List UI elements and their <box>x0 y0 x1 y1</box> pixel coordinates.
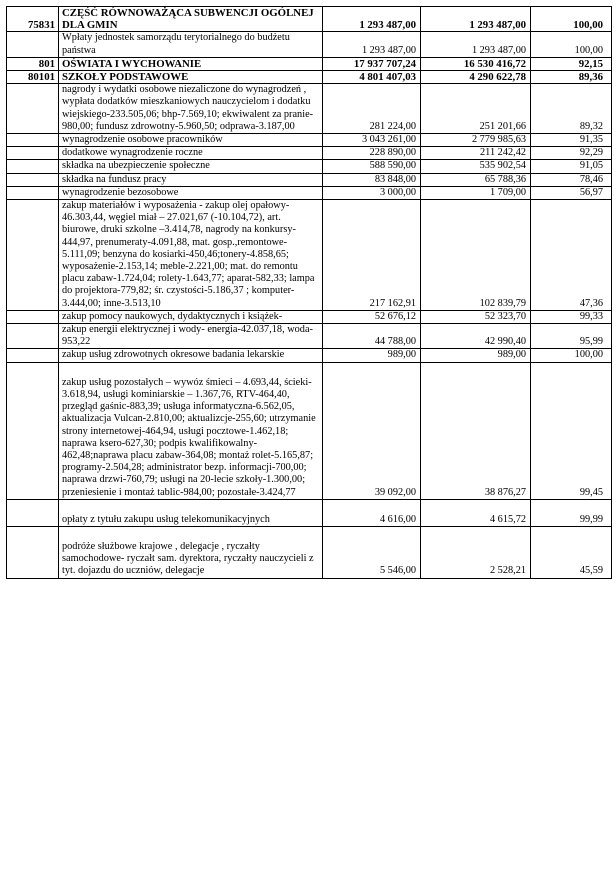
row-executed-amount: 211 242,42 <box>421 147 531 160</box>
row-plan-amount: 1 293 487,00 <box>323 32 421 57</box>
row-executed-amount: 42 990,40 <box>421 324 531 349</box>
row-plan-amount: 52 676,12 <box>323 310 421 323</box>
row-code <box>7 526 59 578</box>
row-plan-amount: 1 293 487,00 <box>323 7 421 32</box>
table-row <box>7 324 612 349</box>
row-executed-amount: 2 528,21 <box>421 526 531 578</box>
table-row <box>7 362 612 499</box>
row-percentage: 45,59 <box>531 526 612 578</box>
row-percentage: 95,99 <box>531 324 612 349</box>
row-description: Wpłaty jednostek samorządu terytorialnego do budżetu państwa <box>59 32 323 57</box>
table-row <box>7 84 612 134</box>
row-executed-amount: 4 290 622,78 <box>421 71 531 84</box>
row-plan-amount: 281 224,00 <box>323 84 421 134</box>
row-code <box>7 32 59 57</box>
row-percentage: 92,29 <box>531 147 612 160</box>
row-plan-amount: 588 590,00 <box>323 160 421 173</box>
row-description: CZĘŚĆ RÓWNOWAŻĄCA SUBWENCJI OGÓLNEJ DLA GMIN <box>59 7 323 32</box>
row-description: zakup energii elektrycznej i wody- energia-42.037,18, woda-953,22 <box>59 324 323 349</box>
row-code <box>7 200 59 311</box>
row-executed-amount: 102 839,79 <box>421 200 531 311</box>
row-description: zakup pomocy naukowych, dydaktycznych i książek- <box>59 310 323 323</box>
row-description: zakup materiałów i wyposażenia - zakup olej opałowy-46.303,44, węgiel miał – 27.021,67 (-10.104,72), art. biurowe, druki szkolne –3.414,78, nagrody na konkursy-444,97, prenumeraty-4.091,88, mat. gosp.,remontowe-5.111,09; benzyna do kosiarki-450,46;tonery-4.858,65; wyposażenie-2.153,14; meble-2.221,00; mat. do remontu placu zabaw-1.724,04; rolety-1.643,77; aparat-582,33; lampa do projektora-779,82; śr. czystości-5.186,37 ; komputer-3.444,00; inne-3.513,10 <box>59 200 323 311</box>
row-description: dodatkowe wynagrodzenie roczne <box>59 147 323 160</box>
row-code: 75831 <box>7 7 59 32</box>
table-row <box>7 526 612 578</box>
row-percentage: 92,15 <box>531 57 612 70</box>
budget-table-body <box>7 7 612 579</box>
row-code: 80101 <box>7 71 59 84</box>
row-plan-amount: 228 890,00 <box>323 147 421 160</box>
row-code <box>7 84 59 134</box>
row-plan-amount: 4 616,00 <box>323 499 421 526</box>
row-description: OŚWIATA I WYCHOWANIE <box>59 57 323 70</box>
row-percentage: 99,99 <box>531 499 612 526</box>
row-description: składka na fundusz pracy <box>59 173 323 186</box>
row-percentage: 100,00 <box>531 7 612 32</box>
row-percentage: 89,32 <box>531 84 612 134</box>
row-code <box>7 310 59 323</box>
row-percentage: 99,33 <box>531 310 612 323</box>
row-plan-amount: 989,00 <box>323 349 421 362</box>
row-plan-amount: 4 801 407,03 <box>323 71 421 84</box>
row-executed-amount: 65 788,36 <box>421 173 531 186</box>
spacer <box>62 500 319 514</box>
row-executed-amount: 535 902,54 <box>421 160 531 173</box>
row-percentage: 89,36 <box>531 71 612 84</box>
row-percentage: 78,46 <box>531 173 612 186</box>
table-row <box>7 499 612 526</box>
row-code <box>7 362 59 499</box>
row-plan-amount: 83 848,00 <box>323 173 421 186</box>
row-percentage: 100,00 <box>531 32 612 57</box>
row-executed-amount: 2 779 985,63 <box>421 134 531 147</box>
table-row <box>7 57 612 70</box>
row-percentage: 91,05 <box>531 160 612 173</box>
row-percentage: 47,36 <box>531 200 612 311</box>
row-executed-amount: 38 876,27 <box>421 362 531 499</box>
description-text: zakup usług pozostałych – wywóz śmieci – 4.693,44, ścieki-3.618,94, usługi kominiarskie – 1.367,76, RTV-464,40, przegląd gaśnic-883,39; usługa informatyczna-6.562,05, aktualizacja Vulcan-2.810,00; aktualizcje-255,60; utrzymanie strony internetowej-464,94, usługi pocztowe-1.462,18; naprawa ksero-627,30; podpis kwalifikowalny-462,48;naprawa placu zabaw-364,08; montaż rolet-5.165,87; programy-2.504,28; administrator bezp. informacji-700,00; naprawa drzwi-760,79; usługi na 20-lecie szkoły-1.300,00; przeniesienie i montaż tablic-984,00; pozostałe-3.424,77 <box>62 376 316 498</box>
row-code <box>7 134 59 147</box>
row-executed-amount: 16 530 416,72 <box>421 57 531 70</box>
table-row <box>7 173 612 186</box>
table-row <box>7 310 612 323</box>
description-text: podróże służbowe krajowe , delegacje , ryczałty samochodowe- ryczałt sam. dyrektora, ryczałty nauczycieli z tyt. dojazdu do uczniów, delegacje <box>62 540 314 577</box>
row-plan-amount: 39 092,00 <box>323 362 421 499</box>
row-plan-amount: 217 162,91 <box>323 200 421 311</box>
row-description: SZKOŁY PODSTAWOWE <box>59 71 323 84</box>
table-row <box>7 186 612 199</box>
row-percentage: 56,97 <box>531 186 612 199</box>
row-code <box>7 324 59 349</box>
row-description: wynagrodzenie bezosobowe <box>59 186 323 199</box>
table-row <box>7 134 612 147</box>
row-description: zakup usług zdrowotnych okresowe badania lekarskie <box>59 349 323 362</box>
table-row <box>7 200 612 311</box>
table-row <box>7 7 612 32</box>
row-code <box>7 173 59 186</box>
budget-table <box>6 6 612 579</box>
row-executed-amount: 1 293 487,00 <box>421 7 531 32</box>
table-row <box>7 349 612 362</box>
row-executed-amount: 989,00 <box>421 349 531 362</box>
row-code: 801 <box>7 57 59 70</box>
row-code <box>7 186 59 199</box>
row-plan-amount: 3 043 261,00 <box>323 134 421 147</box>
row-executed-amount: 52 323,70 <box>421 310 531 323</box>
row-executed-amount: 251 201,66 <box>421 84 531 134</box>
row-description <box>59 526 323 578</box>
table-row <box>7 160 612 173</box>
row-executed-amount: 1 293 487,00 <box>421 32 531 57</box>
row-executed-amount: 4 615,72 <box>421 499 531 526</box>
row-percentage: 99,45 <box>531 362 612 499</box>
row-percentage: 91,35 <box>531 134 612 147</box>
row-percentage: 100,00 <box>531 349 612 362</box>
table-row <box>7 32 612 57</box>
row-code <box>7 499 59 526</box>
row-description: nagrody i wydatki osobowe niezaliczone do wynagrodzeń , wypłata dodatków mieszkaniowych nauczycielom i dodatku wiejskiego-233.505,06; bhp-7.569,10; ekwiwalent za pranie-980,00; fundusz zdrowotny-5.960,50; odprawa-3.187,00 <box>59 84 323 134</box>
row-code <box>7 147 59 160</box>
table-row <box>7 71 612 84</box>
spacer <box>62 527 319 541</box>
row-executed-amount: 1 709,00 <box>421 186 531 199</box>
row-plan-amount: 5 546,00 <box>323 526 421 578</box>
table-row <box>7 147 612 160</box>
row-code <box>7 160 59 173</box>
row-description: składka na ubezpieczenie społeczne <box>59 160 323 173</box>
row-plan-amount: 44 788,00 <box>323 324 421 349</box>
row-description <box>59 362 323 499</box>
description-text: opłaty z tytułu zakupu usług telekomunikacyjnych <box>62 513 270 525</box>
row-description: wynagrodzenie osobowe pracowników <box>59 134 323 147</box>
row-plan-amount: 17 937 707,24 <box>323 57 421 70</box>
row-description <box>59 499 323 526</box>
spacer <box>62 363 319 377</box>
row-code <box>7 349 59 362</box>
row-plan-amount: 3 000,00 <box>323 186 421 199</box>
